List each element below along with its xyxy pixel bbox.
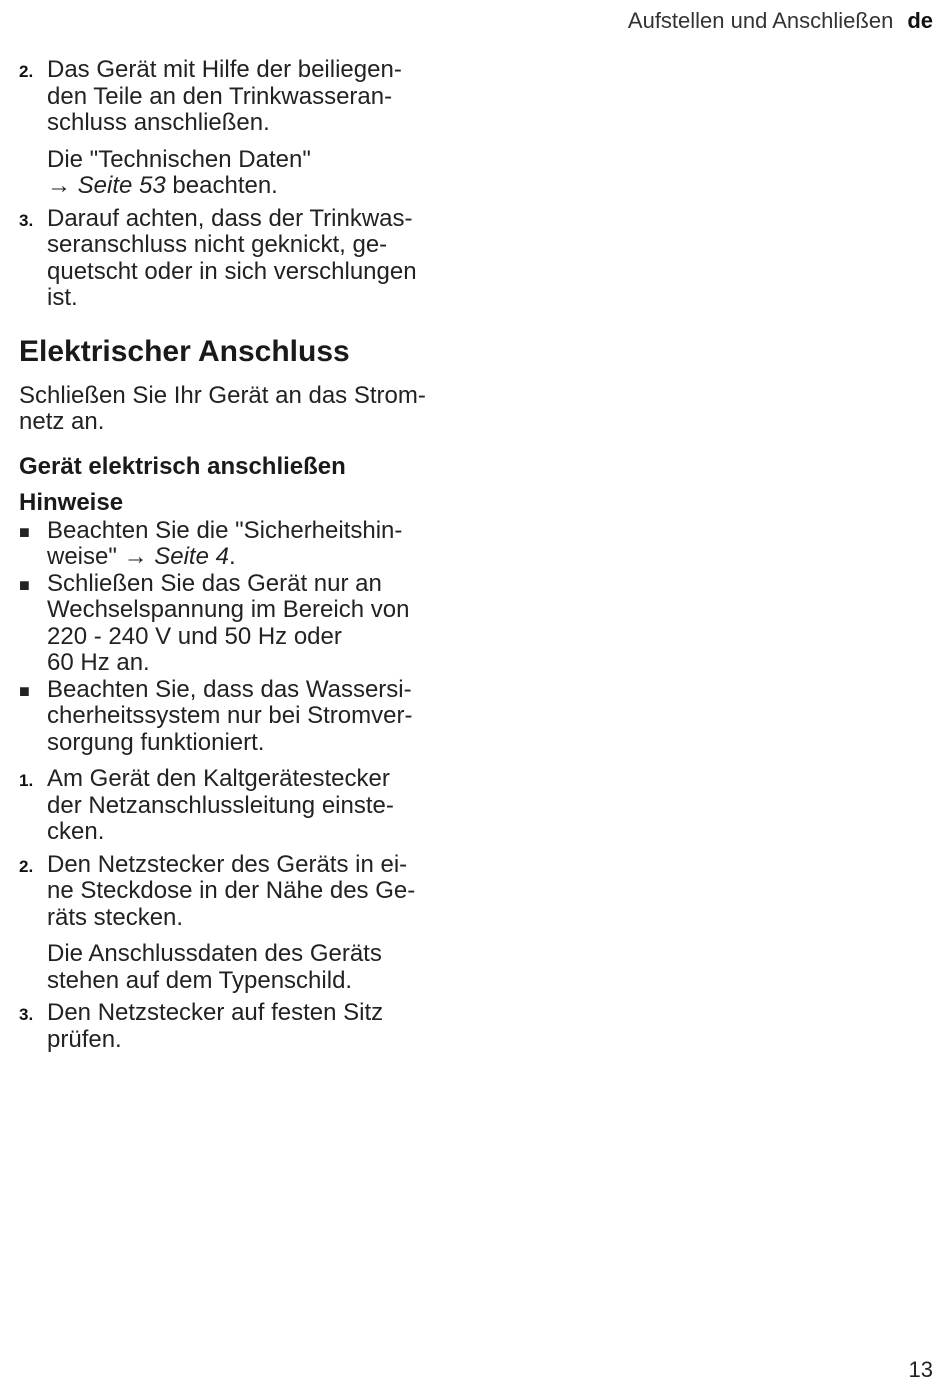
header-section-name: Aufstellen und Anschließen (627, 8, 894, 33)
note-item (19, 677, 459, 757)
step-text: Den Netzstecker des Geräts in ei- ne Steckdose in der Nähe des Ge- räts stecken. (47, 850, 416, 931)
header-language-code: de (907, 8, 933, 33)
notes-title: Hinweise (19, 488, 124, 516)
step-number: 2. (19, 62, 34, 81)
step-note-line: Die "Technischen Daten" (47, 145, 311, 173)
step-number: 2. (19, 856, 34, 876)
page-header (628, 6, 933, 36)
page-reference-link[interactable]: Seite 53 (77, 172, 166, 199)
step-text: Am Gerät den Kaltgerätestecker der Netzanschlussleitung einste- cken. (47, 765, 394, 845)
arrow-icon: → (123, 543, 148, 570)
page-number: 13 (908, 1357, 933, 1382)
bullet-square-icon: ■ (19, 680, 30, 701)
step-number: 1. (19, 771, 34, 790)
main-content (19, 57, 459, 1053)
connect-step-1 (19, 766, 459, 846)
install-step-3 (19, 206, 459, 312)
install-step-2 (19, 57, 459, 137)
note-tail: . (228, 543, 236, 570)
step-text: Das Gerät mit Hilfe der beiliegen- den Teile an den Trinkwasseran- schluss anschließen. (47, 56, 402, 136)
bullet-square-icon: ■ (19, 574, 30, 595)
section-intro: Schließen Sie Ihr Gerät an das Strom- netz an. (19, 381, 426, 435)
connect-step-3 (19, 1000, 459, 1053)
step-text: Darauf achten, dass der Trinkwas- seranschluss nicht geknickt, ge- quetscht oder in sich verschlungen ist. (47, 204, 417, 311)
connect-step-2 (19, 852, 459, 932)
step-number: 3. (19, 1005, 34, 1024)
note-text: Schließen Sie das Gerät nur an Wechselspannung im Bereich von 220 - 240 V und 50 Hz oder 60 Hz an. (47, 569, 410, 676)
step-text: Den Netzstecker auf festen Sitz prüfen. (47, 999, 384, 1053)
section-title: Elektrischer Anschluss (19, 334, 350, 368)
note-text: Beachten Sie die "Sicherheitshin- weise" (47, 516, 403, 570)
note-text: Beachten Sie, dass das Wassersi- cherheitssystem nur bei Stromver- sorgung funktioniert. (47, 675, 413, 756)
arrow-icon: → (47, 172, 71, 199)
note-item (19, 518, 459, 571)
step-number: 3. (19, 210, 34, 230)
bullet-square-icon: ■ (19, 521, 30, 542)
step-note (47, 147, 459, 200)
step-note-tail: beachten. (172, 172, 278, 199)
note-item (19, 571, 459, 677)
subsection-title: Gerät elektrisch anschließen (19, 452, 346, 480)
step-note: Die Anschlussdaten des Geräts stehen auf dem Typenschild. (47, 940, 382, 994)
page-reference-link[interactable]: Seite 4 (154, 543, 229, 570)
